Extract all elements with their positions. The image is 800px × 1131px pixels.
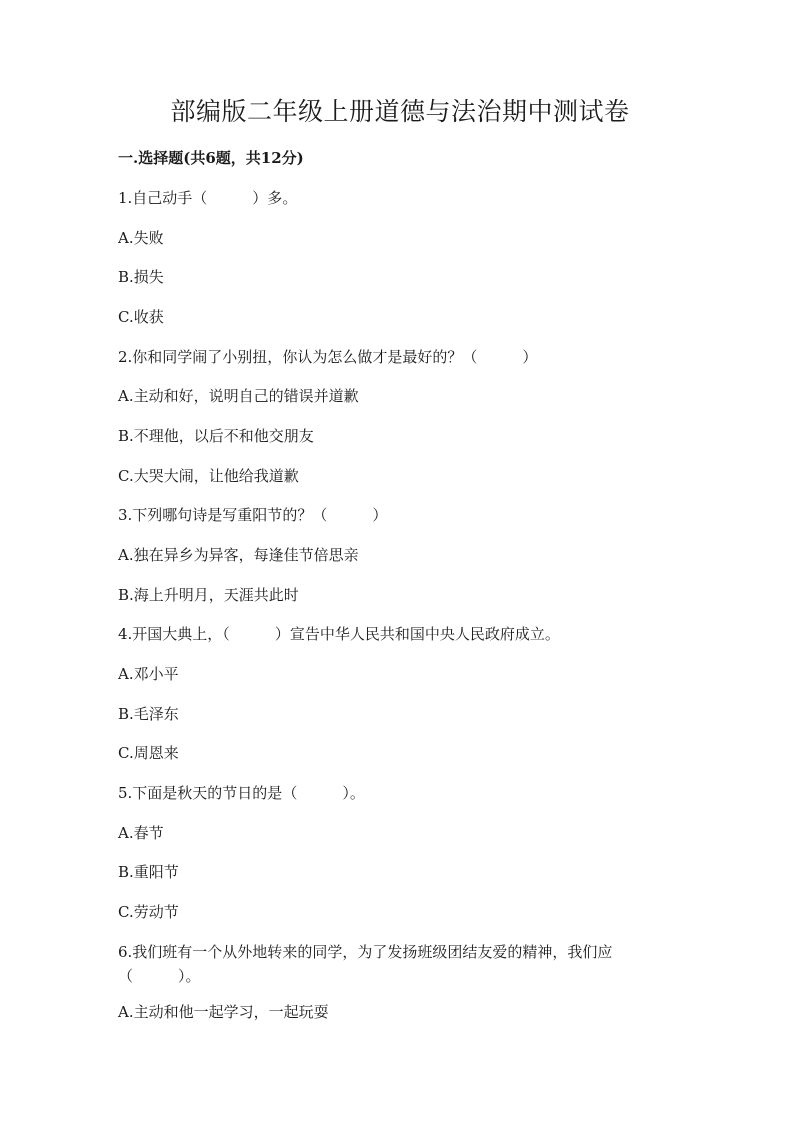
question-option: C.大哭大闹，让他给我道歉 xyxy=(118,467,299,485)
question-option: A.春节 xyxy=(118,824,164,842)
section-heading: 一.选择题(共6题，共12分) xyxy=(118,149,304,167)
question-option: B.损失 xyxy=(118,268,164,286)
question-option: A.邓小平 xyxy=(118,665,179,683)
question-stem: 2.你和同学闹了小别扭，你认为怎么做才是最好的？（ ） xyxy=(118,348,538,366)
question-stem: 3.下列哪句诗是写重阳节的？（ ） xyxy=(118,506,388,524)
question-stem: 4.开国大典上，（ ）宣告中华人民共和国中央人民政府成立。 xyxy=(118,625,560,643)
question-option: B.重阳节 xyxy=(118,863,179,881)
question-option: C.劳动节 xyxy=(118,903,179,921)
question-option: B.海上升明月，天涯共此时 xyxy=(118,586,299,604)
question-option: C.收获 xyxy=(118,308,164,326)
question-option: A.主动和好，说明自己的错误并道歉 xyxy=(118,387,359,405)
question-option: B.不理他，以后不和他交朋友 xyxy=(118,427,314,445)
question-stem: 5.下面是秋天的节日的是（ ）。 xyxy=(118,784,365,802)
question-option: C.周恩来 xyxy=(118,744,179,762)
question-option: A.主动和他一起学习，一起玩耍 xyxy=(118,1003,329,1021)
question-option: A.失败 xyxy=(118,229,164,247)
question-option: B.毛泽东 xyxy=(118,705,179,723)
question-option: A.独在异乡为异客，每逢佳节倍思亲 xyxy=(118,546,359,564)
question-stem: 1.自己动手（ ）多。 xyxy=(118,189,298,207)
question-stem: 6.我们班有一个从外地转来的同学，为了发扬班级团结友爱的精神，我们应（ ）。 xyxy=(118,943,613,985)
page-title: 部编版二年级上册道德与法治期中测试卷 xyxy=(170,97,630,126)
